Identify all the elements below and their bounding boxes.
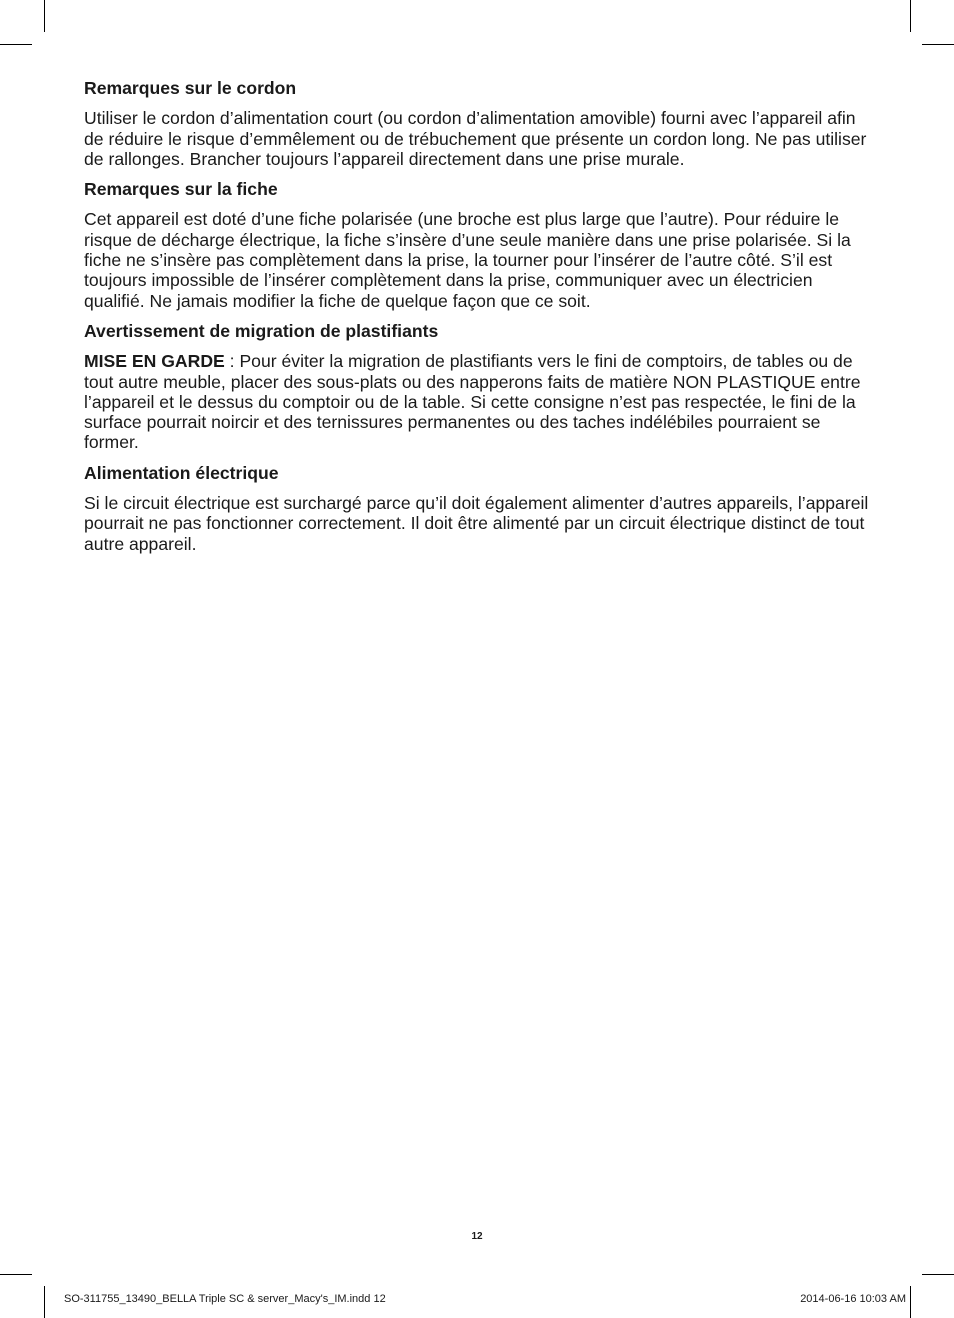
crop-mark-top-right-vertical [910, 0, 911, 32]
section-electric-power [84, 463, 874, 554]
crop-mark-top-left-horizontal [0, 44, 32, 45]
section-plug-notes [84, 179, 874, 311]
section-cord-notes [84, 78, 874, 169]
crop-mark-bottom-left-vertical [44, 1286, 45, 1318]
crop-mark-top-right-horizontal [922, 44, 954, 45]
page-number: 12 [471, 1231, 483, 1242]
section-heading: Avertissement de migration de plastifiants [84, 320, 439, 341]
caution-text: : Pour éviter la migration de plastifiants vers le fini de comptoirs, de tables ou de tout autre meuble, placer des sous-plats ou des napperons faits de matière NON PLASTIQUE entre l’appareil et le dessus du comptoir ou de la table. Si cette consigne n’est pas respectée, le fini de la surface pourrait noircir et des ternissures permanentes ou des taches indélébiles pourraient se former. [84, 351, 861, 453]
section-heading: Remarques sur le cordon [84, 78, 297, 98]
section-paragraph: Si le circuit électrique est surchargé parce qu’il doit également alimenter d’autres appareils, l’appareil pourrait ne pas fonctionner correctement. Il doit être alimenté par un circuit électrique distinct de tout autre appareil. [84, 493, 869, 554]
crop-mark-bottom-left-horizontal [0, 1274, 32, 1275]
section-plasticizer-warning [84, 321, 874, 453]
page-content [84, 78, 874, 564]
caution-label: MISE EN GARDE [84, 351, 225, 372]
crop-mark-top-left-vertical [44, 0, 45, 32]
slug-timestamp: 2014-06-16 10:03 AM [800, 1293, 906, 1305]
section-paragraph: Cet appareil est doté d’une fiche polarisée (une broche est plus large que l’autre). Pour réduire le risque de décharge électrique, la fiche s’insère d’une seule manière dans une prise polarisée. Si la fiche ne s’insère pas complètement dans la prise, la tourner pour l’insérer de l’autre côté. S’il est toujours impossible de l’insérer complètement dans la prise, communiquer avec un électricien qualifié. Ne jamais modifier la fiche de quelque façon que ce soit. [84, 209, 851, 311]
slug-file-name: SO-311755_13490_BELLA Triple SC & server_Macy's_IM.indd 12 [64, 1293, 386, 1305]
crop-mark-bottom-right-horizontal [922, 1274, 954, 1275]
crop-mark-bottom-right-vertical [910, 1286, 911, 1318]
section-heading: Remarques sur la fiche [84, 179, 278, 200]
section-paragraph [84, 351, 874, 452]
section-heading: Alimentation électrique [84, 462, 279, 483]
section-paragraph: Utiliser le cordon d’alimentation court (ou cordon d’alimentation amovible) fourni avec l’appareil afin de réduire le risque d’emmêlement ou de trébuchement que présente un cordon long. Ne pas utiliser de rallonges. Brancher toujours l’appareil directement dans une prise murale. [84, 108, 867, 169]
